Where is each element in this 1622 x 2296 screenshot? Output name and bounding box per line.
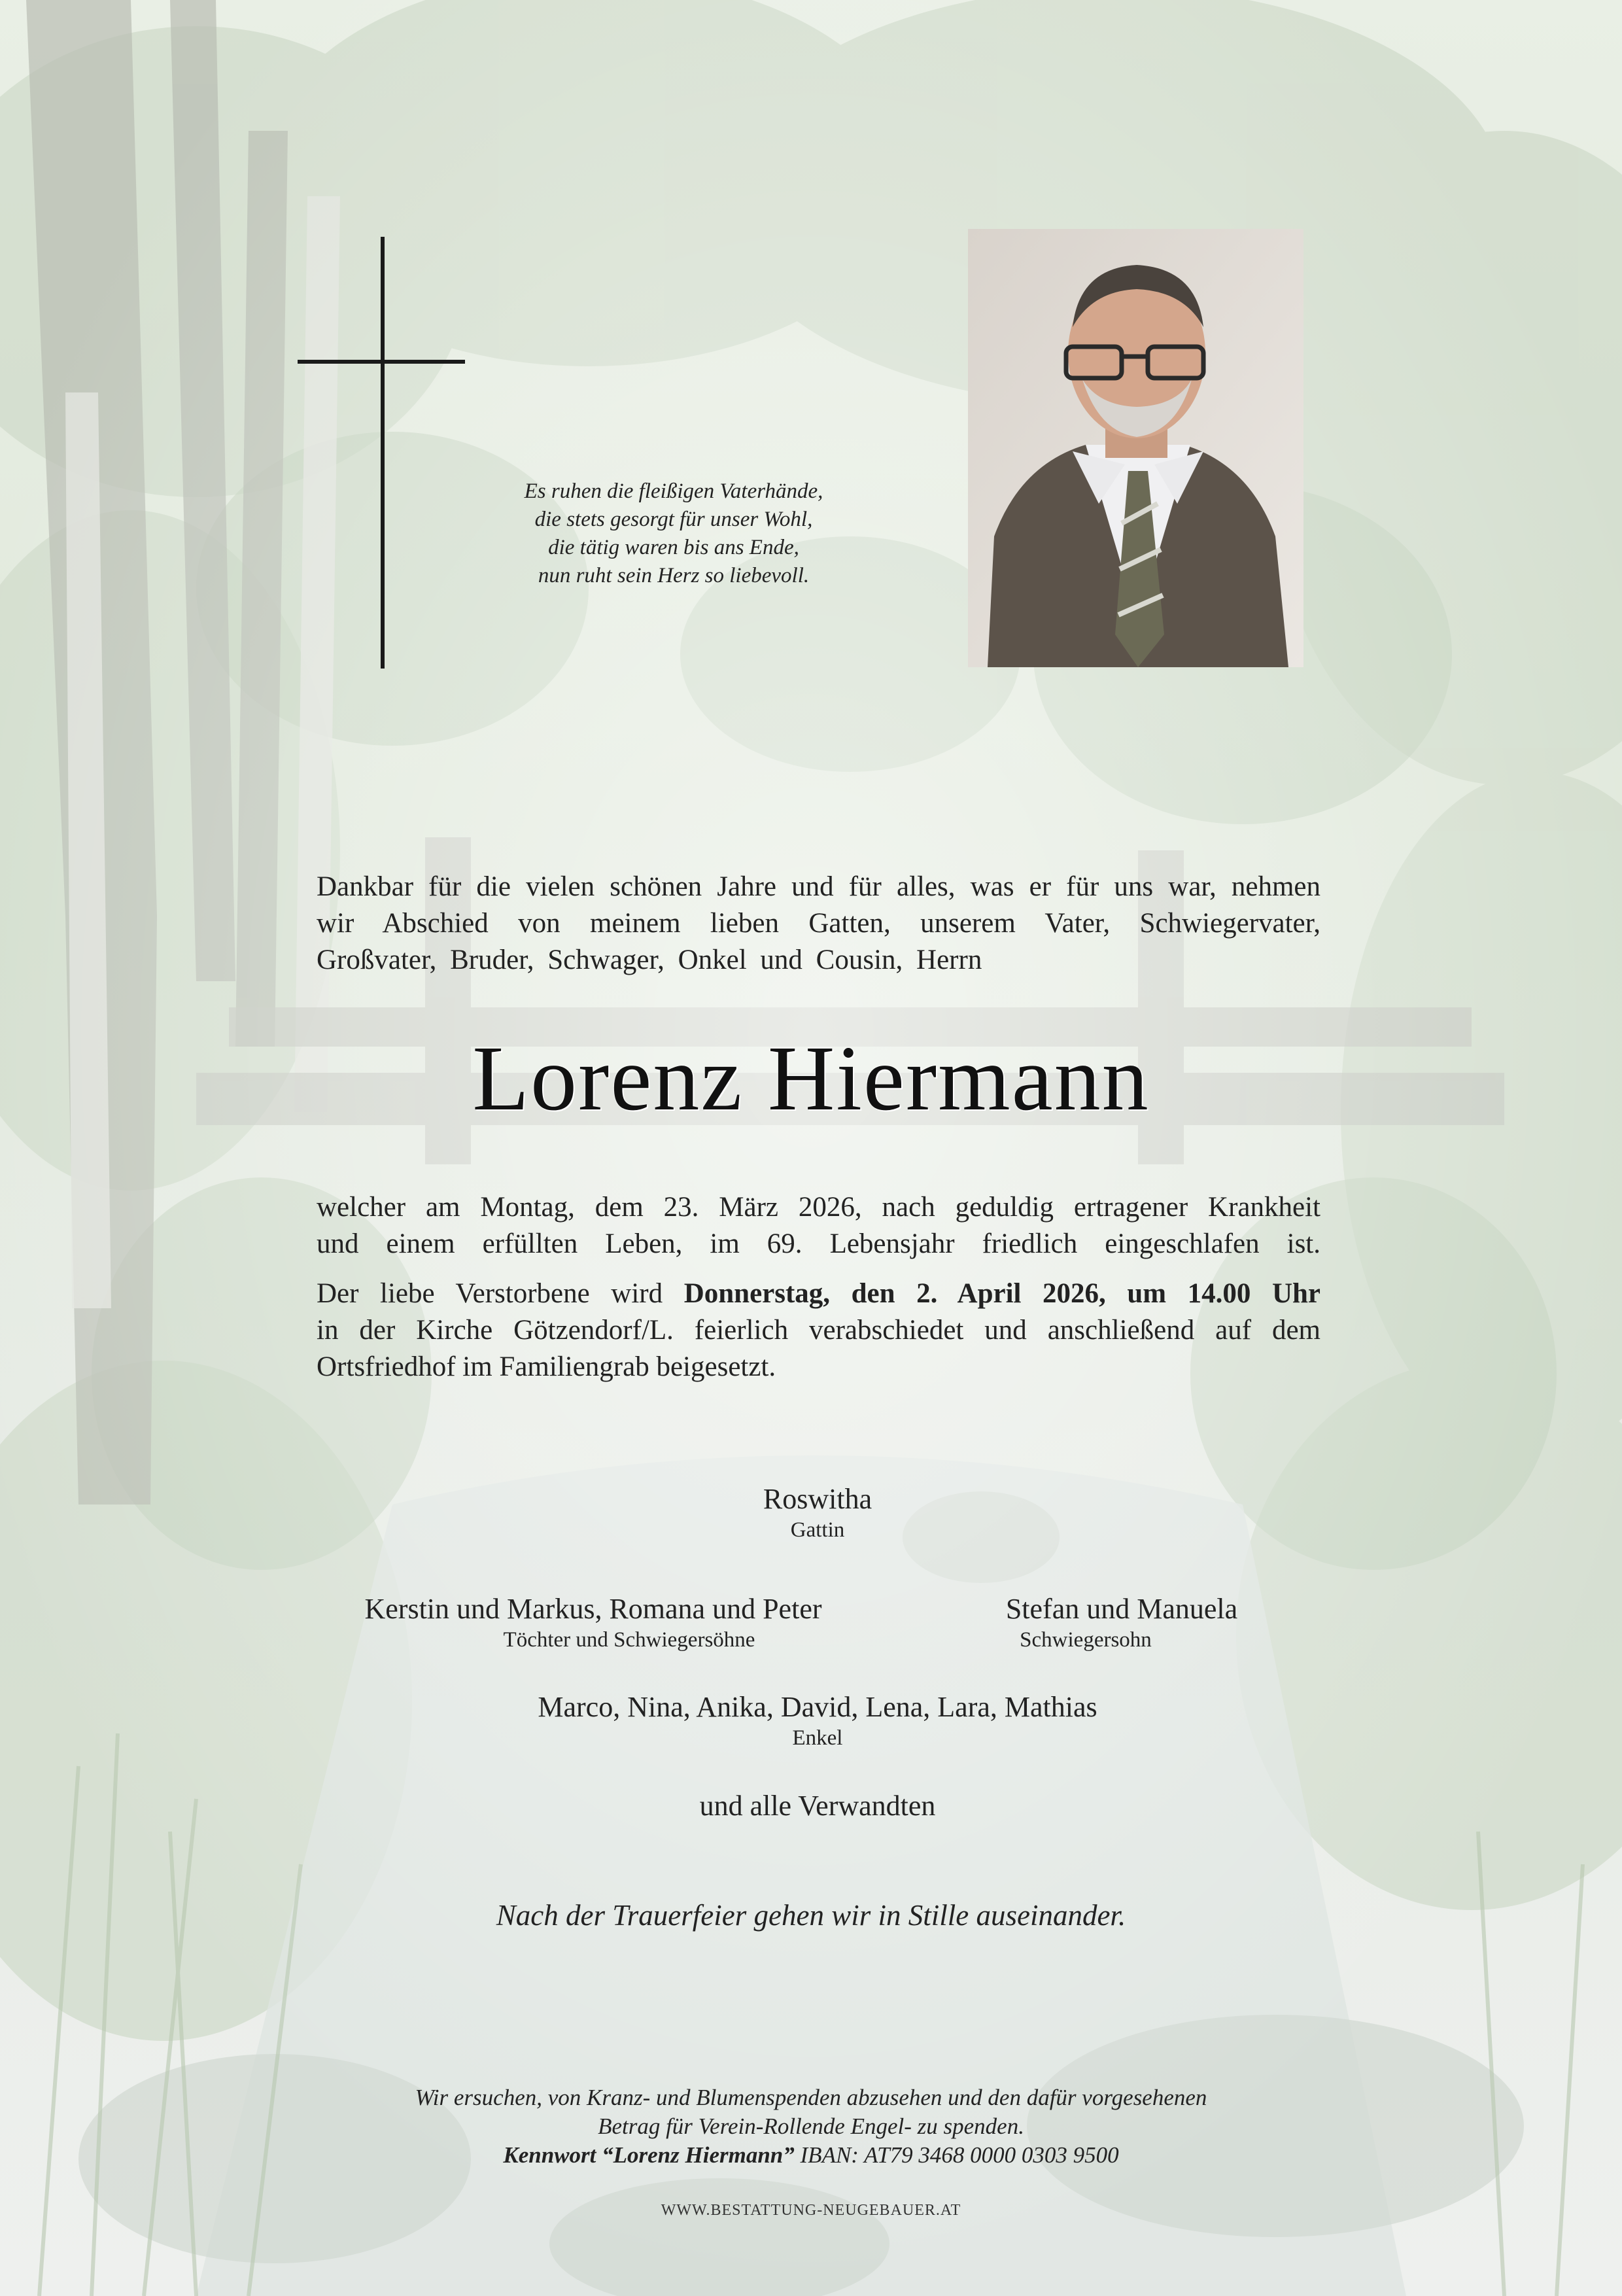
donation-line xyxy=(0,2141,1622,2170)
verse-line: die stets gesorgt für unser Wohl, xyxy=(534,508,813,531)
funeral-details xyxy=(317,1189,1320,1385)
portrait-photo xyxy=(968,229,1303,667)
mourner-role: Gattin xyxy=(790,1518,845,1542)
deceased-name: Lorenz Hiermann xyxy=(472,1026,1150,1130)
donation-keyword: Kennwort “Lorenz Hiermann” xyxy=(503,2142,795,2168)
mourner-son xyxy=(942,1592,1302,1653)
closing-line: Nach der Trauerfeier gehen wir in Stille auseinander. xyxy=(496,1899,1126,1932)
mourner-spouse xyxy=(0,1482,1622,1543)
donation-line: Betrag für Verein-Rollende Engel- zu spenden. xyxy=(598,2113,1024,2139)
donation-iban: IBAN: AT79 3468 0000 0303 9500 xyxy=(794,2142,1119,2168)
donation-line: Wir ersuchen, von Kranz- und Blumenspenden abzusehen und den dafür vorgesehenen xyxy=(415,2085,1207,2110)
mourner-relatives: und alle Verwandten xyxy=(699,1790,936,1822)
funeral-line: in der Kirche Götzendorf/L. feierlich verabschiedet und anschließend auf dem xyxy=(317,1315,1320,1346)
verse-line: die tätig waren bis ans Ende, xyxy=(548,536,799,559)
mourner-daughters xyxy=(317,1592,870,1653)
verse-line: Es ruhen die fleißigen Vaterhände, xyxy=(524,479,823,503)
funeral-line: Ortsfriedhof im Familiengrab beigesetzt. xyxy=(317,1351,776,1382)
funeral-date: Donnerstag, den 2. April 2026, um 14.00 Uhr xyxy=(683,1278,1320,1309)
mourner-name: Roswitha xyxy=(763,1483,872,1515)
funeral-prefix: Der liebe Verstorbene wird xyxy=(317,1278,684,1309)
intro-text xyxy=(317,869,1320,979)
intro-line: Dankbar für die vielen schönen Jahre und für alles, was er für uns war, nehmen xyxy=(317,871,1320,902)
death-line: welcher am Montag, dem 23. März 2026, nach geduldig ertragener Krankheit xyxy=(317,1192,1320,1223)
intro-line: Großvater, Bruder, Schwager, Onkel und Cousin, Herrn xyxy=(317,945,982,975)
mourner-name: Marco, Nina, Anika, David, Lena, Lara, Mathias xyxy=(538,1691,1097,1723)
death-line: und einem erfüllten Leben, im 69. Lebensjahr friedlich eingeschlafen ist. xyxy=(317,1228,1320,1259)
donation-notice xyxy=(0,2083,1622,2170)
cross-horizontal-bar xyxy=(298,360,465,364)
memorial-verse xyxy=(458,478,889,590)
cross-vertical-bar xyxy=(381,237,385,669)
verse-line: nun ruht sein Herz so liebevoll. xyxy=(538,564,810,587)
website-link[interactable]: WWW.BESTATTUNG-NEUGEBAUER.AT xyxy=(661,2202,961,2219)
mourner-grandchildren xyxy=(0,1690,1622,1751)
mourner-role: Schwiegersohn xyxy=(1020,1628,1152,1652)
mourner-role: Enkel xyxy=(792,1726,843,1750)
mourner-name: Stefan und Manuela xyxy=(1005,1593,1238,1625)
mourner-role: Töchter und Schwiegersöhne xyxy=(503,1628,755,1652)
intro-line: wir Abschied von meinem lieben Gatten, unserem Vater, Schwiegervater, xyxy=(317,908,1320,939)
mourner-name: Kerstin und Markus, Romana und Peter xyxy=(364,1593,822,1625)
funeral-line xyxy=(317,1276,1320,1312)
